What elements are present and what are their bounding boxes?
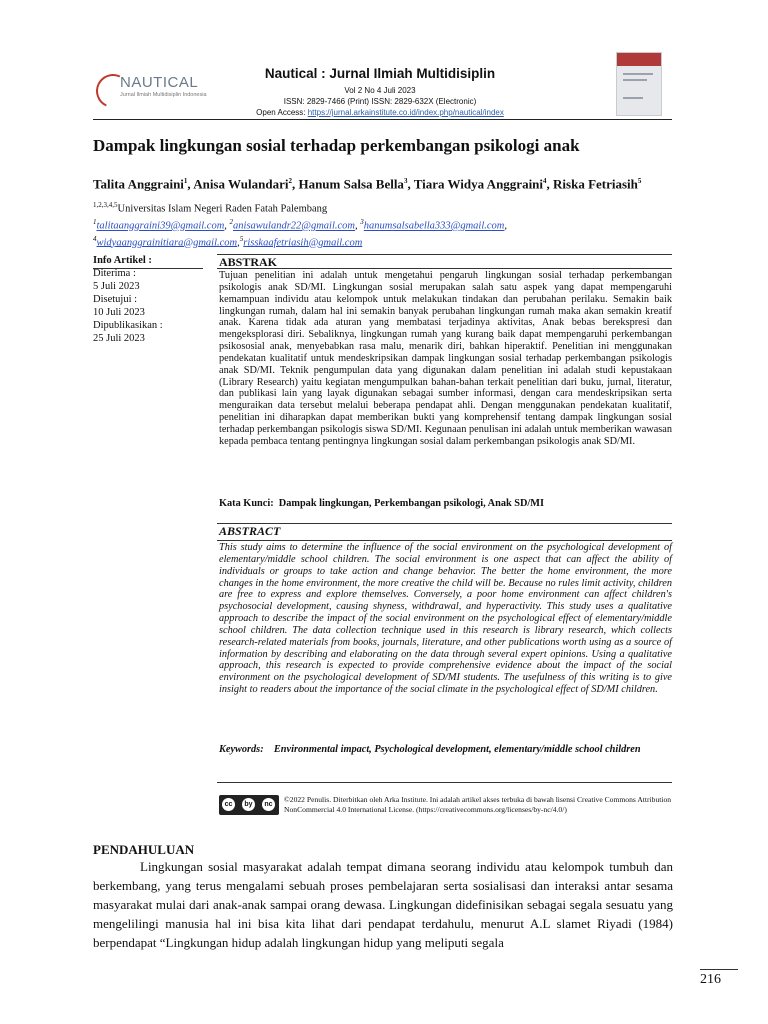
section-title: PENDAHULUAN	[93, 842, 195, 857]
published-label: Dipublikasikan :	[93, 320, 163, 331]
info-divider	[93, 268, 203, 269]
email-link[interactable]: hanumsalsabella333@gmail.com	[363, 220, 505, 232]
abstrak-top-rule	[217, 254, 672, 255]
open-access-line	[200, 108, 560, 117]
author-emails: $^1$talitaanggraini39@gmail.com, $^2$anisawulandr22@gmail.com, $^3$hanumsalsabella333@gmail.com, $^4$widyaanggrainitiara@gmail.com,$^5$risskaafetriasih@gmail.com	[93, 218, 508, 248]
approved-date: 10 Juli 2023	[93, 307, 145, 318]
logo-name: NAUTICAL	[120, 74, 199, 91]
cc-license-badge	[219, 795, 279, 815]
journal-volume: Vol 2 No 4 Juli 2023	[344, 86, 416, 95]
cc-icon: cc	[222, 798, 235, 811]
keywords-label: Kata Kunci:	[219, 498, 274, 509]
author: Tiara Widya Anggraini	[413, 176, 544, 192]
author: Talita Anggraini	[93, 176, 184, 192]
journal-cover-thumbnail	[616, 52, 662, 116]
abstract-keywords	[219, 744, 672, 757]
affiliation: $^{1,2,3,4,5}$Universitas Islam Negeri Raden Fatah Palembang	[93, 201, 328, 215]
nc-icon: nc	[262, 798, 275, 811]
abstrak-text: Tujuan penelitian ini adalah untuk mengetahui pengaruh lingkungan sosial terhadap perkembangan psikologis anak SD/MI. Lingkungan sosial merupakan salah satu aspek yang dapat mempengaruhi kemampuan individu atau kelompok untuk melakukan tindakan dan perubahan perilaku. Semakin baik lingkungan rumah, dalam hal ini semakin banyak perubahan lingkungan rumah maka akan semakin kreatif anak. Karena tidak ada aturan yang membatasi terjadinya aktivitas, Anak bebas berekspresi dan mengeksplorasi diri. Sebaliknya, lingkungan rumah yang kurang baik dapat mempengaruhi perkembangan psikososial anak, menyebabkan rasa malu, menarik diri, bahkan hiperaktif. Penelitian ini menggunakan pendekatan kualitatif untuk mendeskripsikan dampak lingkungan sosial terhadap perkembangan psikologis anak SD/MI. Teknik pengumpulan data yang digunakan dalam penelitian ini adalah studi kepustakaan (Library Research) yaitu kegiatan mengumpulkan bahan-bahan terkait penelitian dari buku, jurnal, literatur, dan publikasi lain yang layak digunakan sebagai sumber informasi, dengan cara mendeskripsikan serta menguraikan data tersebut melalui beberapa pendapat ahli. Dengan menggunakan pendekatan kualitatif, penelitian ini diharapkan dapat memberikan bukti yang komprehensif tentang dampak lingkungan sosial terhadap perkembangan psikologis siswa SD/MI. Kegunaan penulisan ini adalah untuk memberikan wawasan kepada pembaca tentang pentingnya lingkungan sosial dalam perkembangan psikologis anak SD/MI.	[219, 270, 672, 447]
keywords-value: Dampak lingkungan, Perkembangan psikologi, Anak SD/MI	[278, 498, 545, 509]
abstract-bottom-rule	[217, 782, 672, 783]
info-heading: Info Artikel :	[93, 255, 152, 266]
author: Anisa Wulandari	[193, 176, 289, 192]
abstract-heading: ABSTRACT	[219, 524, 281, 538]
by-icon: by	[242, 798, 255, 811]
journal-title: Nautical : Jurnal Ilmiah Multidisiplin	[264, 66, 496, 81]
abstract-heading-rule	[217, 540, 672, 541]
received-date: 5 Juli 2023	[93, 281, 140, 292]
author-list: Talita Anggraini$^1$, Anisa Wulandari$^2$, Hanum Salsa Bella$^3$, Tiara Widya Anggraini$^4$, Riska Fetriasih$^5$	[93, 176, 642, 192]
abstrak-keywords	[219, 498, 672, 511]
abstract-text: This study aims to determine the influence of the social environment on the psychological development of elementary/middle school children. The social environment is one aspect that can affect the ability of individuals or groups to take action and change behavior. The better the home environment, the more changes in the home environment, the more creative the child will be. Because no rules limit activity, children are free to express and explore themselves. Conversely, a poor home environment can affect children's psychosocial development, causing shyness, withdrawal, and hyperactivity. This study uses a qualitative approach to describe the impact of the social environment on the psychological effect of elementary/middle school children. The data collection technique used in this research is library research, which collects research-related materials from books, journals, literature, and other publications worth using as a source of information by describing and elaborating on the data through several expert opinions. Using a qualitative approach, this research is expected to provide comprehensive evidence about the impact of the social environment on the psychological development of SD/MI students. The usefulness of this writing is to give insight to readers about the importance of the social climate in the psychological effect of SD/MI children.	[219, 542, 672, 696]
approved-label: Disetujui :	[93, 294, 138, 305]
received-label: Diterima :	[93, 268, 136, 279]
logo-tagline: Jurnal Ilmiah Multidisiplin Indonesia	[120, 92, 207, 98]
article-title: Dampak lingkungan sosial terhadap perkembangan psikologi anak	[93, 136, 580, 155]
keywords-label: Keywords:	[219, 744, 264, 755]
published-date: 25 Juli 2023	[93, 333, 145, 344]
license-text: ©2022 Penulis. Diterbitkan oleh Arka Institute. Ini adalah artikel akses terbuka di bawah lisensi Creative Commons Attribution NonCommercial 4.0 International License. (https://creativecommons.org/licenses/by-nc/4.0/)	[284, 795, 672, 814]
abstrak-heading-rule	[217, 268, 672, 269]
paragraph-text: Lingkungan sosial masyarakat adalah tempat dimana seorang individu atau kelompok tumbuh dan berkembang, yang terus mengalami sebuah proses pembelajaran serta sosialisasi dan interaksi antar sesama masyarakat mulai dari anak-anak sampai orang dewasa. Lingkungan didefinisikan sebagai segala sesuatu yang mengelilingi manusia hal ini bisa kita lihat dari pendapat terdahulu, menurut A.L slamet Riyadi (1984) berpendapat “Lingkungan hidup adalah lingkungan hidup yang meliputi segala	[93, 859, 673, 950]
email-link[interactable]: widyaanggrainitiara@gmail.com	[96, 237, 238, 248]
email-link[interactable]: talitaanggraini39@gmail.com	[96, 220, 225, 232]
author: Riska Fetriasih	[553, 176, 638, 192]
email-link[interactable]: anisawulandr22@gmail.com	[233, 220, 356, 232]
keywords-value: Environmental impact, Psychological development, elementary/middle school children	[273, 744, 641, 755]
header-divider	[93, 119, 672, 120]
journal-issn: ISSN: 2829-7466 (Print) ISSN: 2829-632X (Electronic)	[283, 97, 477, 106]
body-paragraph	[93, 857, 673, 952]
open-access-label: Open Access:	[256, 108, 306, 117]
page-number: 216	[700, 972, 721, 987]
abstrak-heading: ABSTRAK	[219, 255, 278, 269]
abstract-top-rule	[217, 523, 672, 524]
page-number-rule	[700, 969, 738, 970]
author: Hanum Salsa Bella	[298, 176, 404, 192]
email-link[interactable]: risskaafetriasih@gmail.com	[243, 237, 363, 248]
open-access-link[interactable]: https://jurnal.arkainstitute.co.id/index.php/nautical/index	[307, 108, 504, 117]
